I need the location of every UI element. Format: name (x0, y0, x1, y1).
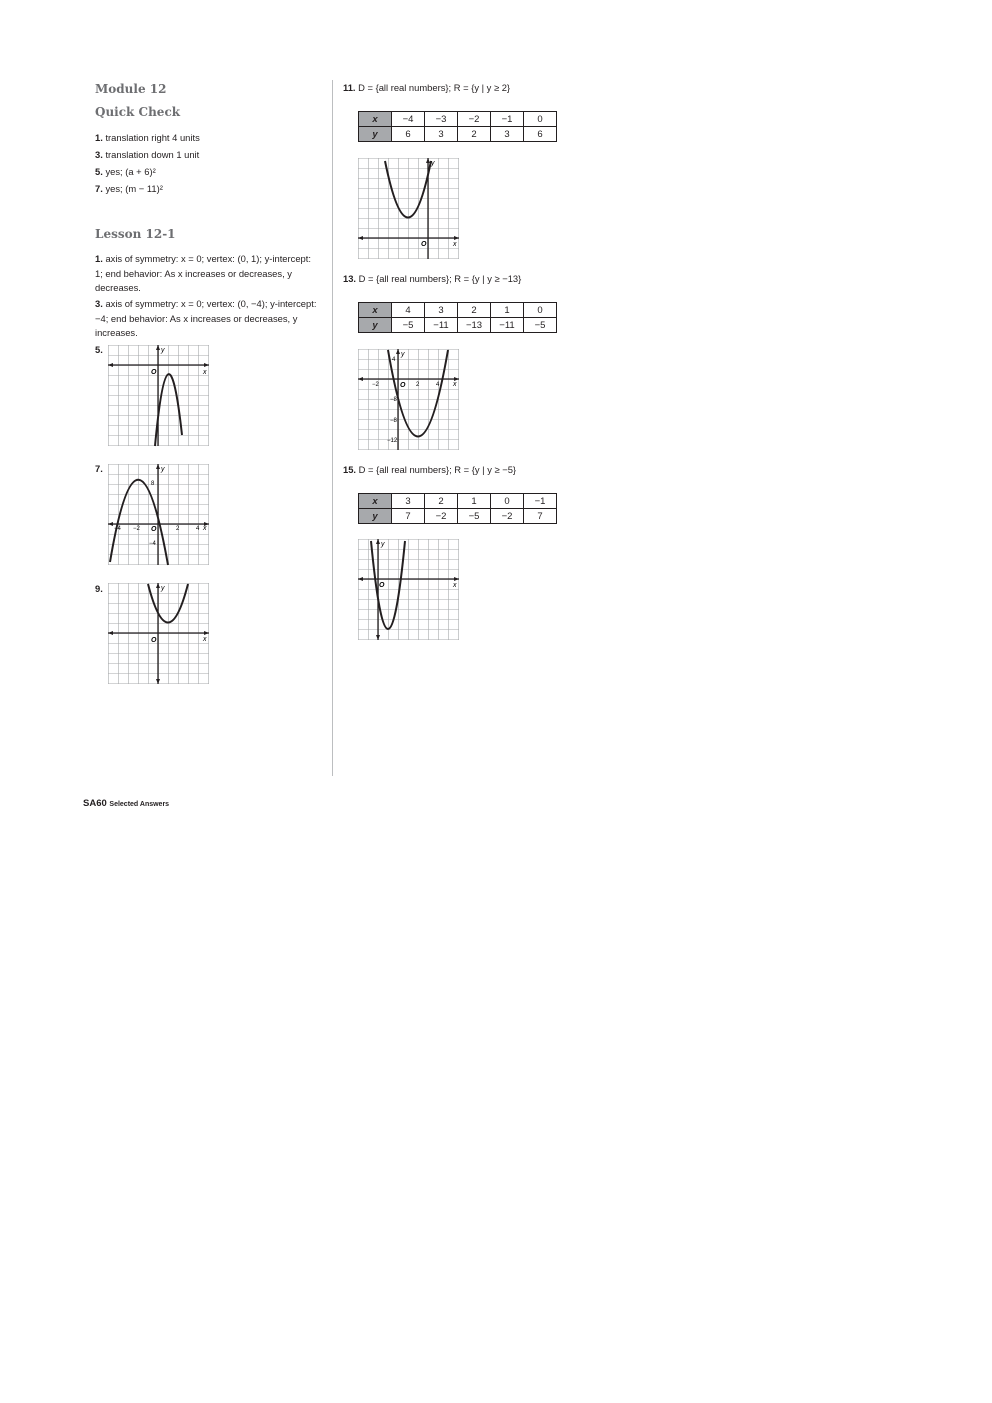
graph-15 (358, 539, 459, 640)
x-axis-label: x (453, 241, 457, 248)
table-cell: 0 (524, 112, 557, 127)
quick-check-title: Quick Check (95, 105, 181, 119)
problem-11-statement: 11. D = {all real numbers}; R = {y | y ≥ 2} (343, 82, 511, 93)
origin-label: O (151, 637, 157, 644)
table-cell: −1 (524, 494, 557, 509)
table-cell: 7 (524, 509, 557, 524)
lesson-item: 3. axis of symmetry: x = 0; vertex: (0, −4); y-intercept: −4; end behavior: As x increases or decreases, y increases. (95, 298, 317, 338)
tick-label: 4 (392, 357, 396, 363)
table-cell: −13 (458, 318, 491, 333)
table-cell: 1 (491, 303, 524, 318)
table-cell: −2 (491, 509, 524, 524)
y-axis-label: y (161, 466, 165, 473)
y-axis-label: y (431, 160, 435, 167)
table-cell: 3 (491, 127, 524, 142)
table-cell: −11 (491, 318, 524, 333)
tick-label: 4 (436, 382, 440, 388)
parabola-curve (371, 541, 405, 629)
graph-9 (108, 583, 209, 684)
tick-label: 2 (176, 526, 180, 532)
table-cell: −3 (425, 112, 458, 127)
y-axis-label: y (381, 541, 385, 548)
table-cell: 6 (524, 127, 557, 142)
table-header: y (359, 318, 392, 333)
y-axis-label: y (161, 347, 165, 354)
origin-label: O (400, 382, 406, 389)
page-number: SA60 (83, 798, 107, 809)
tick-label: −2 (133, 526, 140, 532)
table-cell: 0 (491, 494, 524, 509)
parabola-curve (388, 350, 448, 437)
table-row (359, 127, 557, 142)
table-cell: 2 (425, 494, 458, 509)
tick-label: −2 (372, 382, 379, 388)
table-cell: −5 (524, 318, 557, 333)
graph-label-7: 7. (95, 463, 103, 474)
table-row (359, 112, 557, 127)
problem-15-statement: 15. D = {all real numbers}; R = {y | y ≥ −5} (343, 464, 517, 475)
page-footer (83, 798, 169, 809)
module-title: Module 12 (95, 82, 167, 96)
table-header: y (359, 509, 392, 524)
x-axis-label: x (203, 369, 207, 376)
table-cell: 0 (524, 303, 557, 318)
table-cell: −1 (491, 112, 524, 127)
x-axis-label: x (453, 381, 457, 388)
graph-grid (358, 349, 459, 450)
graph-5 (108, 345, 209, 446)
tick-label: 8 (151, 481, 155, 487)
quick-check-item: 5. yes; (a + 6)² (95, 166, 156, 177)
table-cell: 3 (392, 494, 425, 509)
table-cell: 2 (458, 127, 491, 142)
problem-13-statement: 13. D = {all real numbers}; R = {y | y ≥ −13} (343, 273, 522, 284)
origin-label: O (151, 526, 157, 533)
x-axis-label: x (203, 525, 207, 532)
graph-grid (358, 158, 459, 259)
graph-label-9: 9. (95, 583, 103, 594)
table-row (359, 303, 557, 318)
tick-label: −8 (390, 418, 397, 424)
table-cell: 7 (392, 509, 425, 524)
x-axis-label: x (453, 582, 457, 589)
table-cell: 2 (458, 303, 491, 318)
lesson-title: Lesson 12-1 (95, 227, 176, 241)
table-cell: −5 (392, 318, 425, 333)
table-cell: 3 (425, 127, 458, 142)
graph-13 (358, 349, 459, 450)
table-header: x (359, 303, 392, 318)
x-axis-label: x (203, 636, 207, 643)
origin-label: O (379, 582, 385, 589)
table-row (359, 509, 557, 524)
table-11 (358, 111, 557, 142)
quick-check-item: 1. translation right 4 units (95, 132, 200, 143)
y-axis-label: y (161, 585, 165, 592)
table-cell: −4 (392, 112, 425, 127)
y-axis-label: y (401, 351, 405, 358)
table-cell: −2 (458, 112, 491, 127)
table-cell: −11 (425, 318, 458, 333)
table-cell: 1 (458, 494, 491, 509)
tick-label: −12 (387, 438, 398, 444)
quick-check-item: 7. yes; (m − 11)² (95, 183, 163, 194)
origin-label: O (151, 369, 157, 376)
footer-label: Selected Answers (109, 801, 170, 808)
tick-label: 2 (416, 382, 420, 388)
parabola-curve (385, 161, 431, 218)
graph-label-5: 5. (95, 344, 103, 355)
table-cell: 3 (425, 303, 458, 318)
table-row (359, 318, 557, 333)
table-cell: −2 (425, 509, 458, 524)
lesson-item: 1. axis of symmetry: x = 0; vertex: (0, 1); y-intercept: 1; end behavior: As x increases or decreases, y decreases. (95, 253, 311, 293)
quick-check-item: 3. translation down 1 unit (95, 149, 200, 160)
table-header: x (359, 494, 392, 509)
graph-7 (108, 464, 209, 565)
tick-label: 4 (196, 526, 200, 532)
table-15 (358, 493, 557, 524)
table-cell: 4 (392, 303, 425, 318)
origin-label: O (421, 241, 427, 248)
table-13 (358, 302, 557, 333)
table-cell: 6 (392, 127, 425, 142)
column-divider (332, 80, 333, 776)
tick-label: −4 (114, 526, 121, 532)
graph-11 (358, 158, 459, 259)
table-row (359, 494, 557, 509)
table-cell: −5 (458, 509, 491, 524)
table-header: x (359, 112, 392, 127)
table-header: y (359, 127, 392, 142)
tick-label: −4 (149, 541, 156, 547)
tick-label: −8 (390, 397, 397, 403)
